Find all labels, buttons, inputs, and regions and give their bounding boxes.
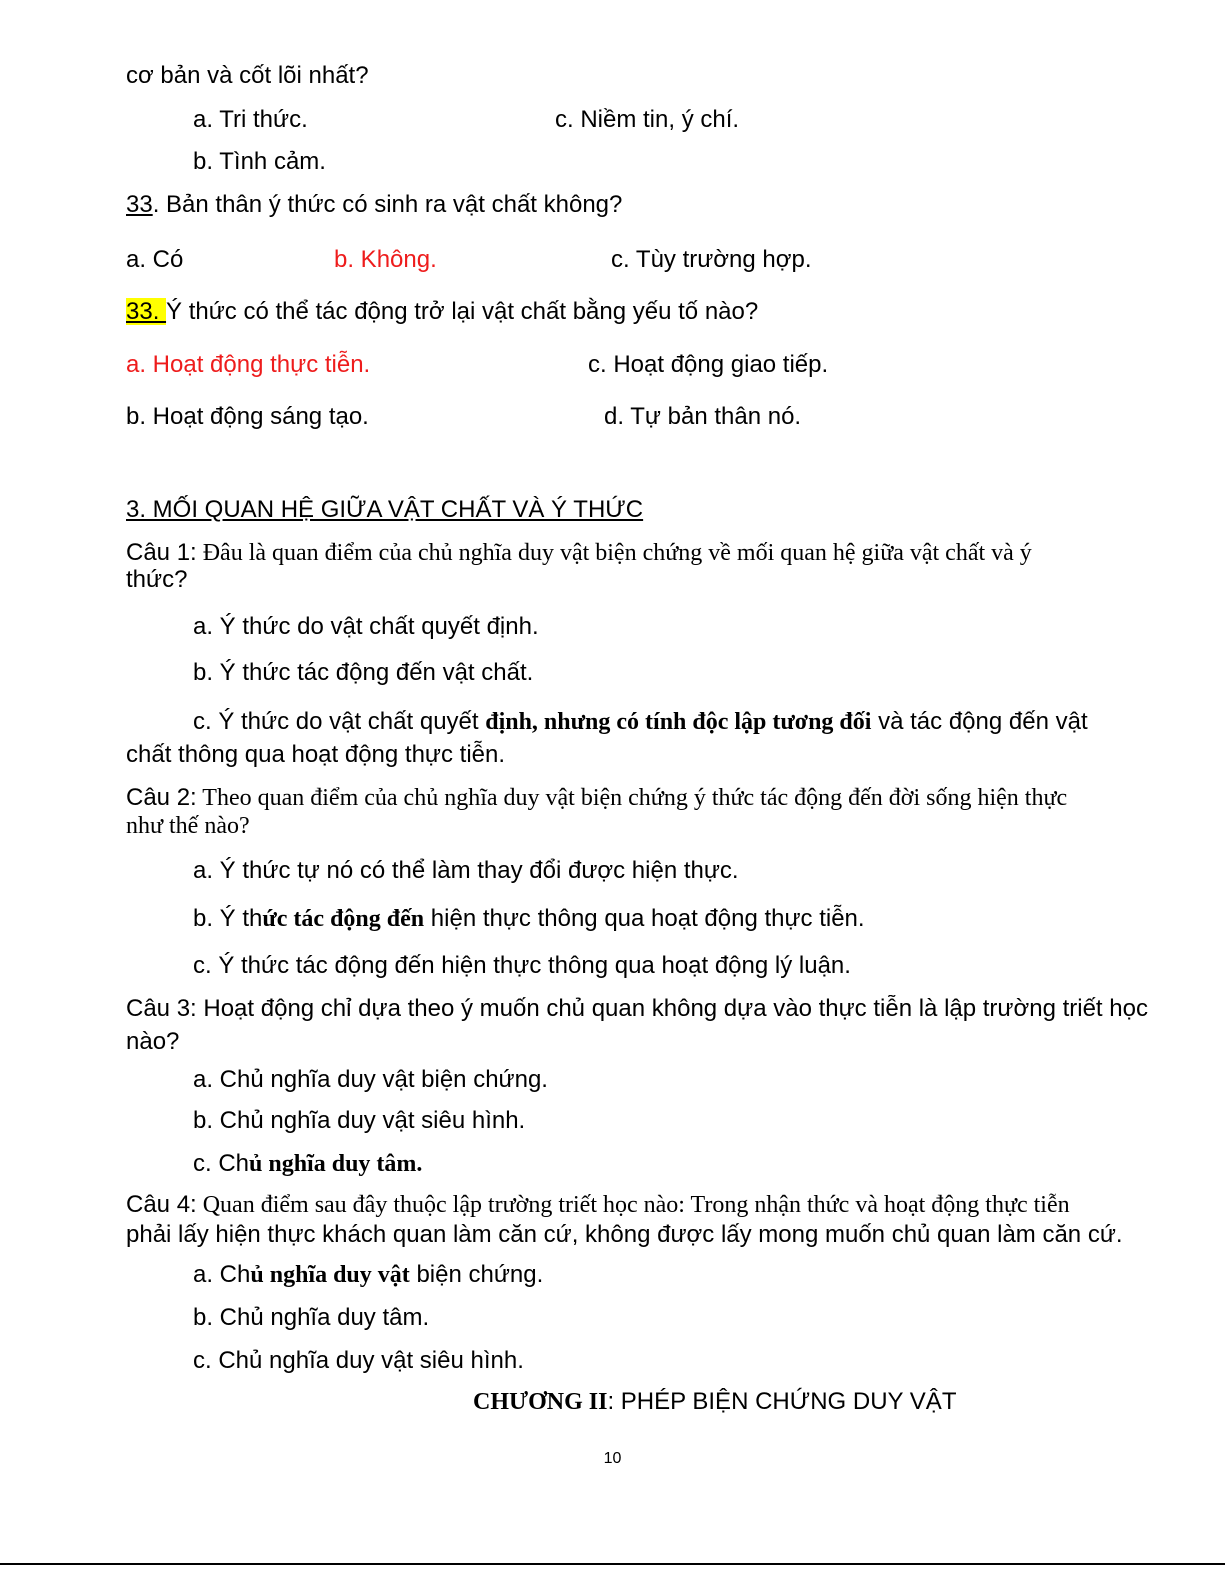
answer-a bbox=[193, 1261, 543, 1289]
answer-b: b. Ý thức tác động đến vật chất. bbox=[193, 659, 534, 686]
answer-b: b. Chủ nghĩa duy tâm. bbox=[193, 1304, 430, 1331]
answer-text: c. Ý thức do vật chất quyết bbox=[193, 708, 486, 735]
question-text: Ý thức có thể tác động trở lại vật chất bằng yếu tố nào? bbox=[166, 298, 759, 325]
answer-b-correct: b. Không. bbox=[334, 246, 437, 273]
answer-bold-text: ủ nghĩa duy vật bbox=[250, 1262, 410, 1288]
answer-b bbox=[193, 905, 865, 933]
question-label: Câu 1: bbox=[126, 539, 197, 566]
answer-text: và tác động đến vật bbox=[871, 708, 1088, 735]
highlighted-question-number: 33. bbox=[126, 298, 167, 325]
answer-bold-text: ủ nghĩa duy tâm. bbox=[249, 1151, 423, 1177]
chapter-title: : PHÉP BIỆN CHỨNG DUY VẬT bbox=[607, 1388, 957, 1415]
question-text: Theo quan điểm của chủ nghĩa duy vật biện chứng ý thức tác động đến đời sống hiện thực bbox=[196, 785, 1068, 811]
question-4 bbox=[126, 1191, 1176, 1219]
answer-c: c. Ý thức tác động đến hiện thực thông qua hoạt động lý luận. bbox=[193, 952, 851, 979]
page-number: 10 bbox=[603, 1450, 622, 1467]
chapter-heading bbox=[473, 1388, 956, 1416]
question-text: Đâu là quan điểm của chủ nghĩa duy vật biện chứng về mối quan hệ giữa vật chất và ý bbox=[196, 540, 1032, 566]
question-text-cont: như thế nào? bbox=[126, 813, 250, 839]
answer-a: a. Ý thức do vật chất quyết định. bbox=[193, 613, 539, 640]
question-2 bbox=[126, 784, 1176, 812]
chapter-label: CHƯƠNG II bbox=[473, 1389, 608, 1415]
answer-c: c. Chủ nghĩa duy vật siêu hình. bbox=[193, 1347, 524, 1374]
answer-a: a. Có bbox=[126, 246, 184, 273]
question-text-cont: phải lấy hiện thực khách quan làm căn cứ, không được lấy mong muốn chủ quan làm căn cứ. bbox=[126, 1221, 1123, 1248]
answer-text: c. Ch bbox=[193, 1150, 250, 1177]
answer-text: b. Ý th bbox=[193, 905, 263, 932]
answer-b: b. Chủ nghĩa duy vật siêu hình. bbox=[193, 1107, 526, 1134]
answer-b: b. Hoạt động sáng tạo. bbox=[126, 403, 369, 430]
question-label: Câu 2: bbox=[126, 784, 197, 811]
answer-c: c. Tùy trường hợp. bbox=[611, 246, 812, 273]
question-tail: cơ bản và cốt lõi nhất? bbox=[126, 62, 369, 89]
question-3: Câu 3: Hoạt động chỉ dựa theo ý muốn chủ quan không dựa vào thực tiễn là lập trường triết học bbox=[126, 995, 1148, 1022]
question-33-b bbox=[126, 298, 758, 326]
answer-c: c. Hoạt động giao tiếp. bbox=[588, 351, 829, 378]
answer-c: c. Niềm tin, ý chí. bbox=[555, 106, 740, 133]
section-heading: 3. MỐI QUAN HỆ GIỮA VẬT CHẤT VÀ Ý THỨC bbox=[126, 496, 644, 523]
question-33-a bbox=[126, 191, 622, 219]
question-text-cont: thức? bbox=[126, 566, 188, 593]
answer-text: a. Ch bbox=[193, 1261, 251, 1288]
answer-bold-text: ức tác động đến bbox=[262, 906, 425, 932]
answer-c bbox=[193, 708, 1088, 736]
answer-bold-text: định, nhưng có tính độc lập tương đối bbox=[485, 709, 872, 735]
answer-c-cont: chất thông qua hoạt động thực tiễn. bbox=[126, 741, 506, 768]
answer-b: b. Tình cảm. bbox=[193, 148, 326, 175]
question-label: Câu 4: bbox=[126, 1191, 197, 1218]
answer-a: a. Ý thức tự nó có thể làm thay đổi được hiện thực. bbox=[193, 857, 739, 884]
answer-a: a. Tri thức. bbox=[193, 106, 308, 133]
footer-rule bbox=[0, 1563, 1225, 1565]
answer-a-correct: a. Hoạt động thực tiễn. bbox=[126, 351, 371, 378]
question-text-cont: nào? bbox=[126, 1028, 180, 1055]
question-1 bbox=[126, 539, 1176, 567]
question-text: . Bản thân ý thức có sinh ra vật chất không? bbox=[152, 191, 623, 218]
question-text: Quan điểm sau đây thuộc lập trường triết học nào: Trong nhận thức và hoạt động thực tiễn bbox=[196, 1192, 1070, 1218]
answer-d: d. Tự bản thân nó. bbox=[604, 403, 802, 430]
answer-c bbox=[193, 1150, 422, 1178]
question-number: 33 bbox=[126, 191, 153, 218]
answer-text: biện chứng. bbox=[409, 1261, 544, 1288]
answer-a: a. Chủ nghĩa duy vật biện chứng. bbox=[193, 1066, 548, 1093]
answer-text: hiện thực thông qua hoạt động thực tiễn. bbox=[424, 905, 865, 932]
